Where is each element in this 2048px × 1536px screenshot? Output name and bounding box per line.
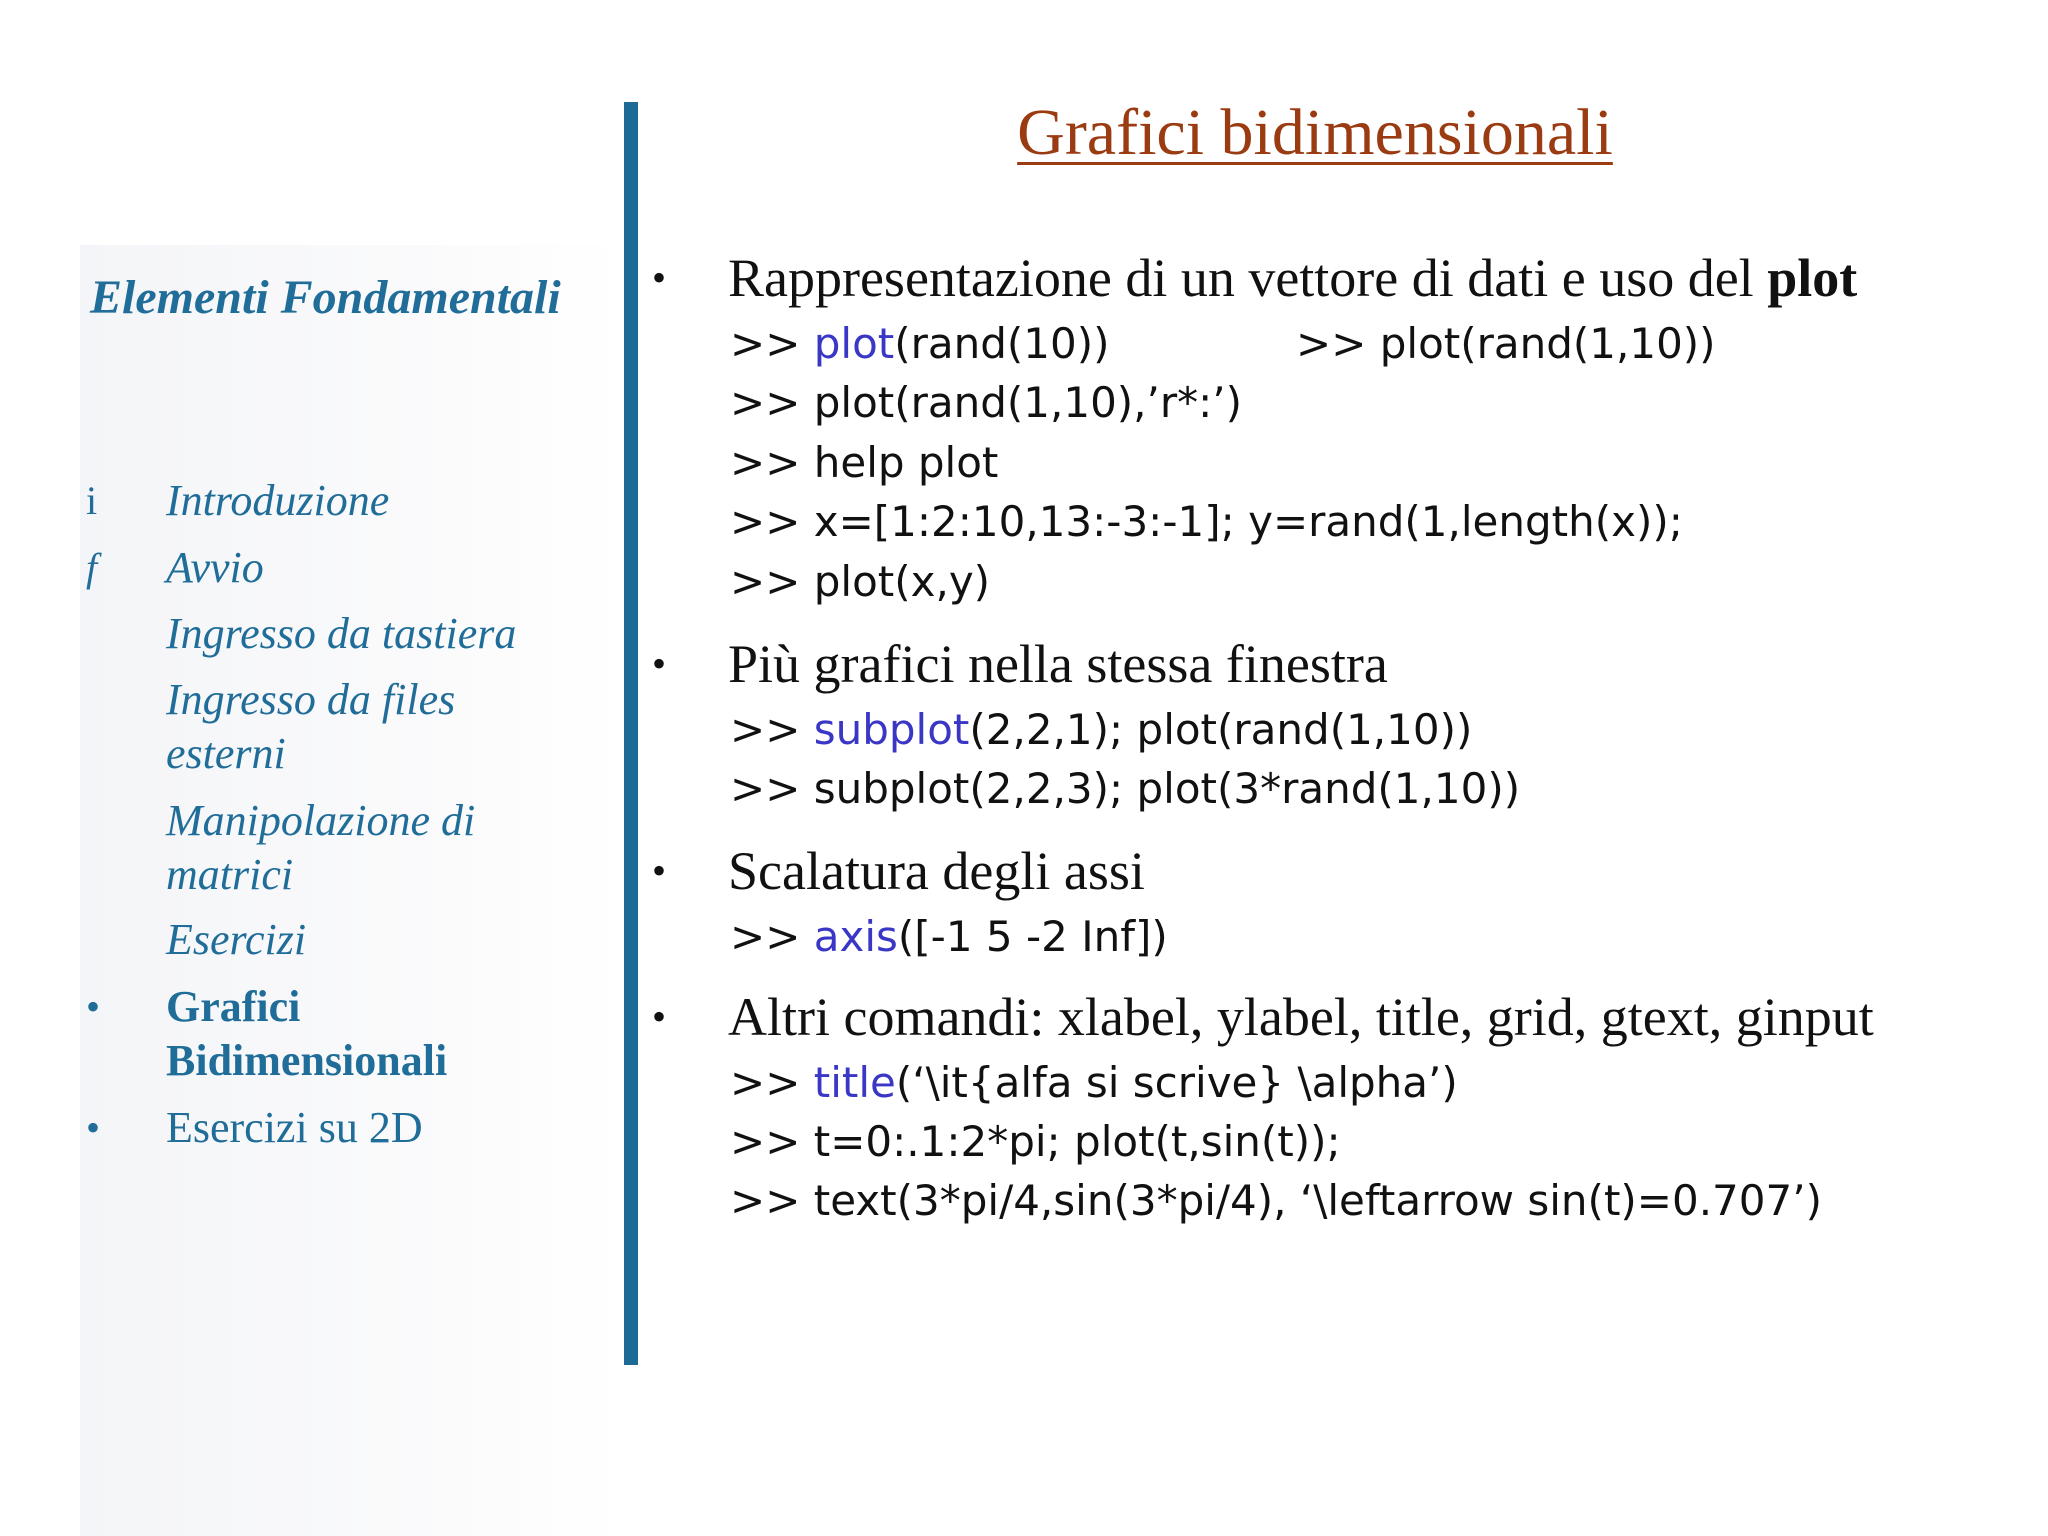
bullet-plot-bold: plot [1767,248,1858,308]
info-icon: i [86,478,98,523]
nav-item-grafici-bidimensionali[interactable]: Grafici [166,982,301,1031]
code-line [730,911,1168,963]
function-icon: f [86,545,98,590]
nav-item-avvio[interactable]: Avvio [166,543,264,592]
code-rest: ([-1 5 -2 Inf]) [897,912,1168,961]
bullet-altri-comandi: Altri comandi: xlabel, ylabel, title, grid, gtext, ginput [728,987,1874,1047]
bullet-icon: • [86,984,101,1029]
code-prompt: >> [730,705,814,754]
bullet-icon: • [652,641,667,686]
code-rest: (rand(10)) [894,319,1110,368]
code-prompt: >> [730,912,814,961]
code-line: >> plot(x,y) [730,557,991,606]
nav-item-ingresso-files-line2[interactable]: esterni [166,729,286,778]
bullet-plot-text: Rappresentazione di un vettore di dati e uso del [728,248,1768,308]
nav-item-manipolazione-line2[interactable]: matrici [166,850,294,899]
slide-title: Grafici bidimensionali [1017,96,1613,169]
code-line: >> plot(rand(1,10)) [1296,319,1716,368]
bullet-icon: • [652,848,667,893]
sidebar-background [80,245,620,1536]
bullet-icon: • [86,1105,101,1150]
code-keyword: plot [813,319,895,368]
code-rest: (2,2,1); plot(rand(1,10)) [969,705,1473,754]
bullet-axis: Scalatura degli assi [728,841,1145,901]
nav-item-ingresso-tastiera[interactable]: Ingresso da tastiera [166,609,517,658]
code-prompt: >> [730,1058,814,1107]
code-line: >> text(3*pi/4,sin(3*pi/4), ‘\leftarrow sin(t)=0.707’) [730,1176,1822,1225]
nav-item-introduzione[interactable]: Introduzione [166,476,390,525]
code-line: >> plot(rand(1,10),’r*:’) [730,378,1243,427]
code-line: >> subplot(2,2,3); plot(3*rand(1,10)) [730,764,1521,813]
section-title: Elementi Fondamentali [90,271,561,324]
missing-glyph-icon [86,794,120,848]
vertical-divider [624,102,638,1365]
bullet-icon: • [652,255,667,300]
code-rest: (‘\it{alfa si scrive} \alpha’) [895,1058,1458,1107]
nav-item-esercizi-2d[interactable]: Esercizi su 2D [166,1103,423,1152]
nav-item-grafici-bidimensionali-line2[interactable]: Bidimensionali [166,1036,448,1085]
code-line: >> t=0:.1:2*pi; plot(t,sin(t)); [730,1117,1341,1166]
code-line [730,1057,1458,1109]
bullet-subplot: Più grafici nella stessa finestra [728,634,1388,694]
nav-item-ingresso-files[interactable]: Ingresso da files [166,675,456,724]
nav-item-esercizi[interactable]: Esercizi [166,915,307,964]
code-keyword: title [813,1058,896,1107]
code-prompt: >> [730,319,814,368]
bullet-plot [728,248,1857,308]
missing-glyph-icon [86,673,120,727]
code-keyword: subplot [813,705,970,754]
code-line [730,318,1110,370]
code-line [730,704,1472,756]
missing-glyph-icon [86,607,120,661]
code-keyword: axis [813,912,898,961]
bullet-icon: • [652,994,667,1039]
code-line: >> x=[1:2:10,13:-3:-1]; y=rand(1,length(x)); [730,497,1683,546]
code-line: >> help plot [730,438,999,487]
nav-item-manipolazione[interactable]: Manipolazione di [166,796,476,845]
